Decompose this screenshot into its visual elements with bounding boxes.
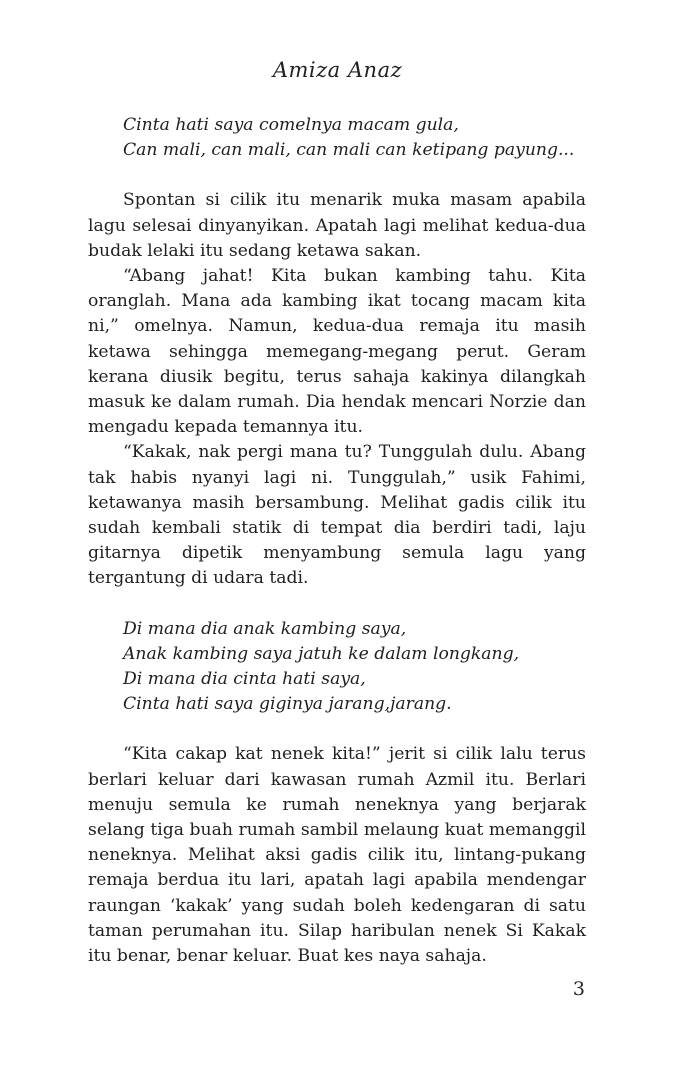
paragraph: “Kita cakap kat nenek kita!” jerit si cilik lalu terus berlari keluar dari kawasan rumah Azmil itu. Berlari menuju semula ke rumah neneknya yang berjarak selang tiga buah rumah sambil melaung kuat memanggil neneknya. Melihat aksi gadis cilik itu, lintang-pukang remaja berdua itu lari, apatah lagi apabila mendengar raungan ‘kakak’ yang sudah boleh kedengaran di satu taman perumahan itu. Silap haribulan nenek Si Kakak itu benar, benar keluar. Buat kes naya sahaja.	[88, 744, 586, 967]
paragraph: “Abang jahat! Kita bukan kambing tahu. Kita oranglah. Mana ada kambing ikat tocang macam kita ni,” omelnya. Namun, kedua-dua remaja itu masih ketawa sehingga memegang-megang perut. Geram kerana diusik begitu, terus sahaja kakinya dilangkah masuk ke dalam rumah. Dia hendak mencari Norzie dan mengadu kepada temannya itu.	[88, 266, 586, 438]
verse-line: Cinta hati saya giginya jarang,jarang.	[123, 694, 452, 715]
stanza-gap	[88, 163, 586, 188]
page-body	[88, 113, 586, 969]
song-verse-2	[88, 617, 586, 718]
verse-line: Anak kambing saya jatuh ke dalam longkang,	[123, 643, 520, 664]
running-header: Amiza Anaz	[272, 58, 403, 82]
verse-line: Di mana dia cinta hati saya,	[123, 669, 366, 690]
page-number: 3	[572, 978, 585, 1000]
verse-line: Cinta hati saya comelnya macam gula,	[123, 115, 459, 135]
paragraph: “Kakak, nak pergi mana tu? Tunggulah dulu. Abang tak habis nyanyi lagi ni. Tunggulah,” usik Fahimi, ketawanya masih bersambung. Melihat gadis cilik itu sudah kembali statik di tempat dia berdiri tadi, laju gitarnya dipetik menyambung semula lagu yang tergantung di udara tadi.	[88, 442, 586, 589]
stanza-gap	[88, 717, 586, 742]
song-verse-1	[88, 113, 586, 163]
stanza-gap	[88, 592, 586, 617]
verse-line: Can mali, can mali, can mali can ketipang payung...	[123, 140, 575, 161]
verse-line: Di mana dia anak kambing saya,	[123, 618, 407, 639]
paragraph: Spontan si cilik itu menarik muka masam apabila lagu selesai dinyanyikan. Apatah lagi melihat kedua-dua budak lelaki itu sedang ketawa sakan.	[88, 190, 586, 261]
